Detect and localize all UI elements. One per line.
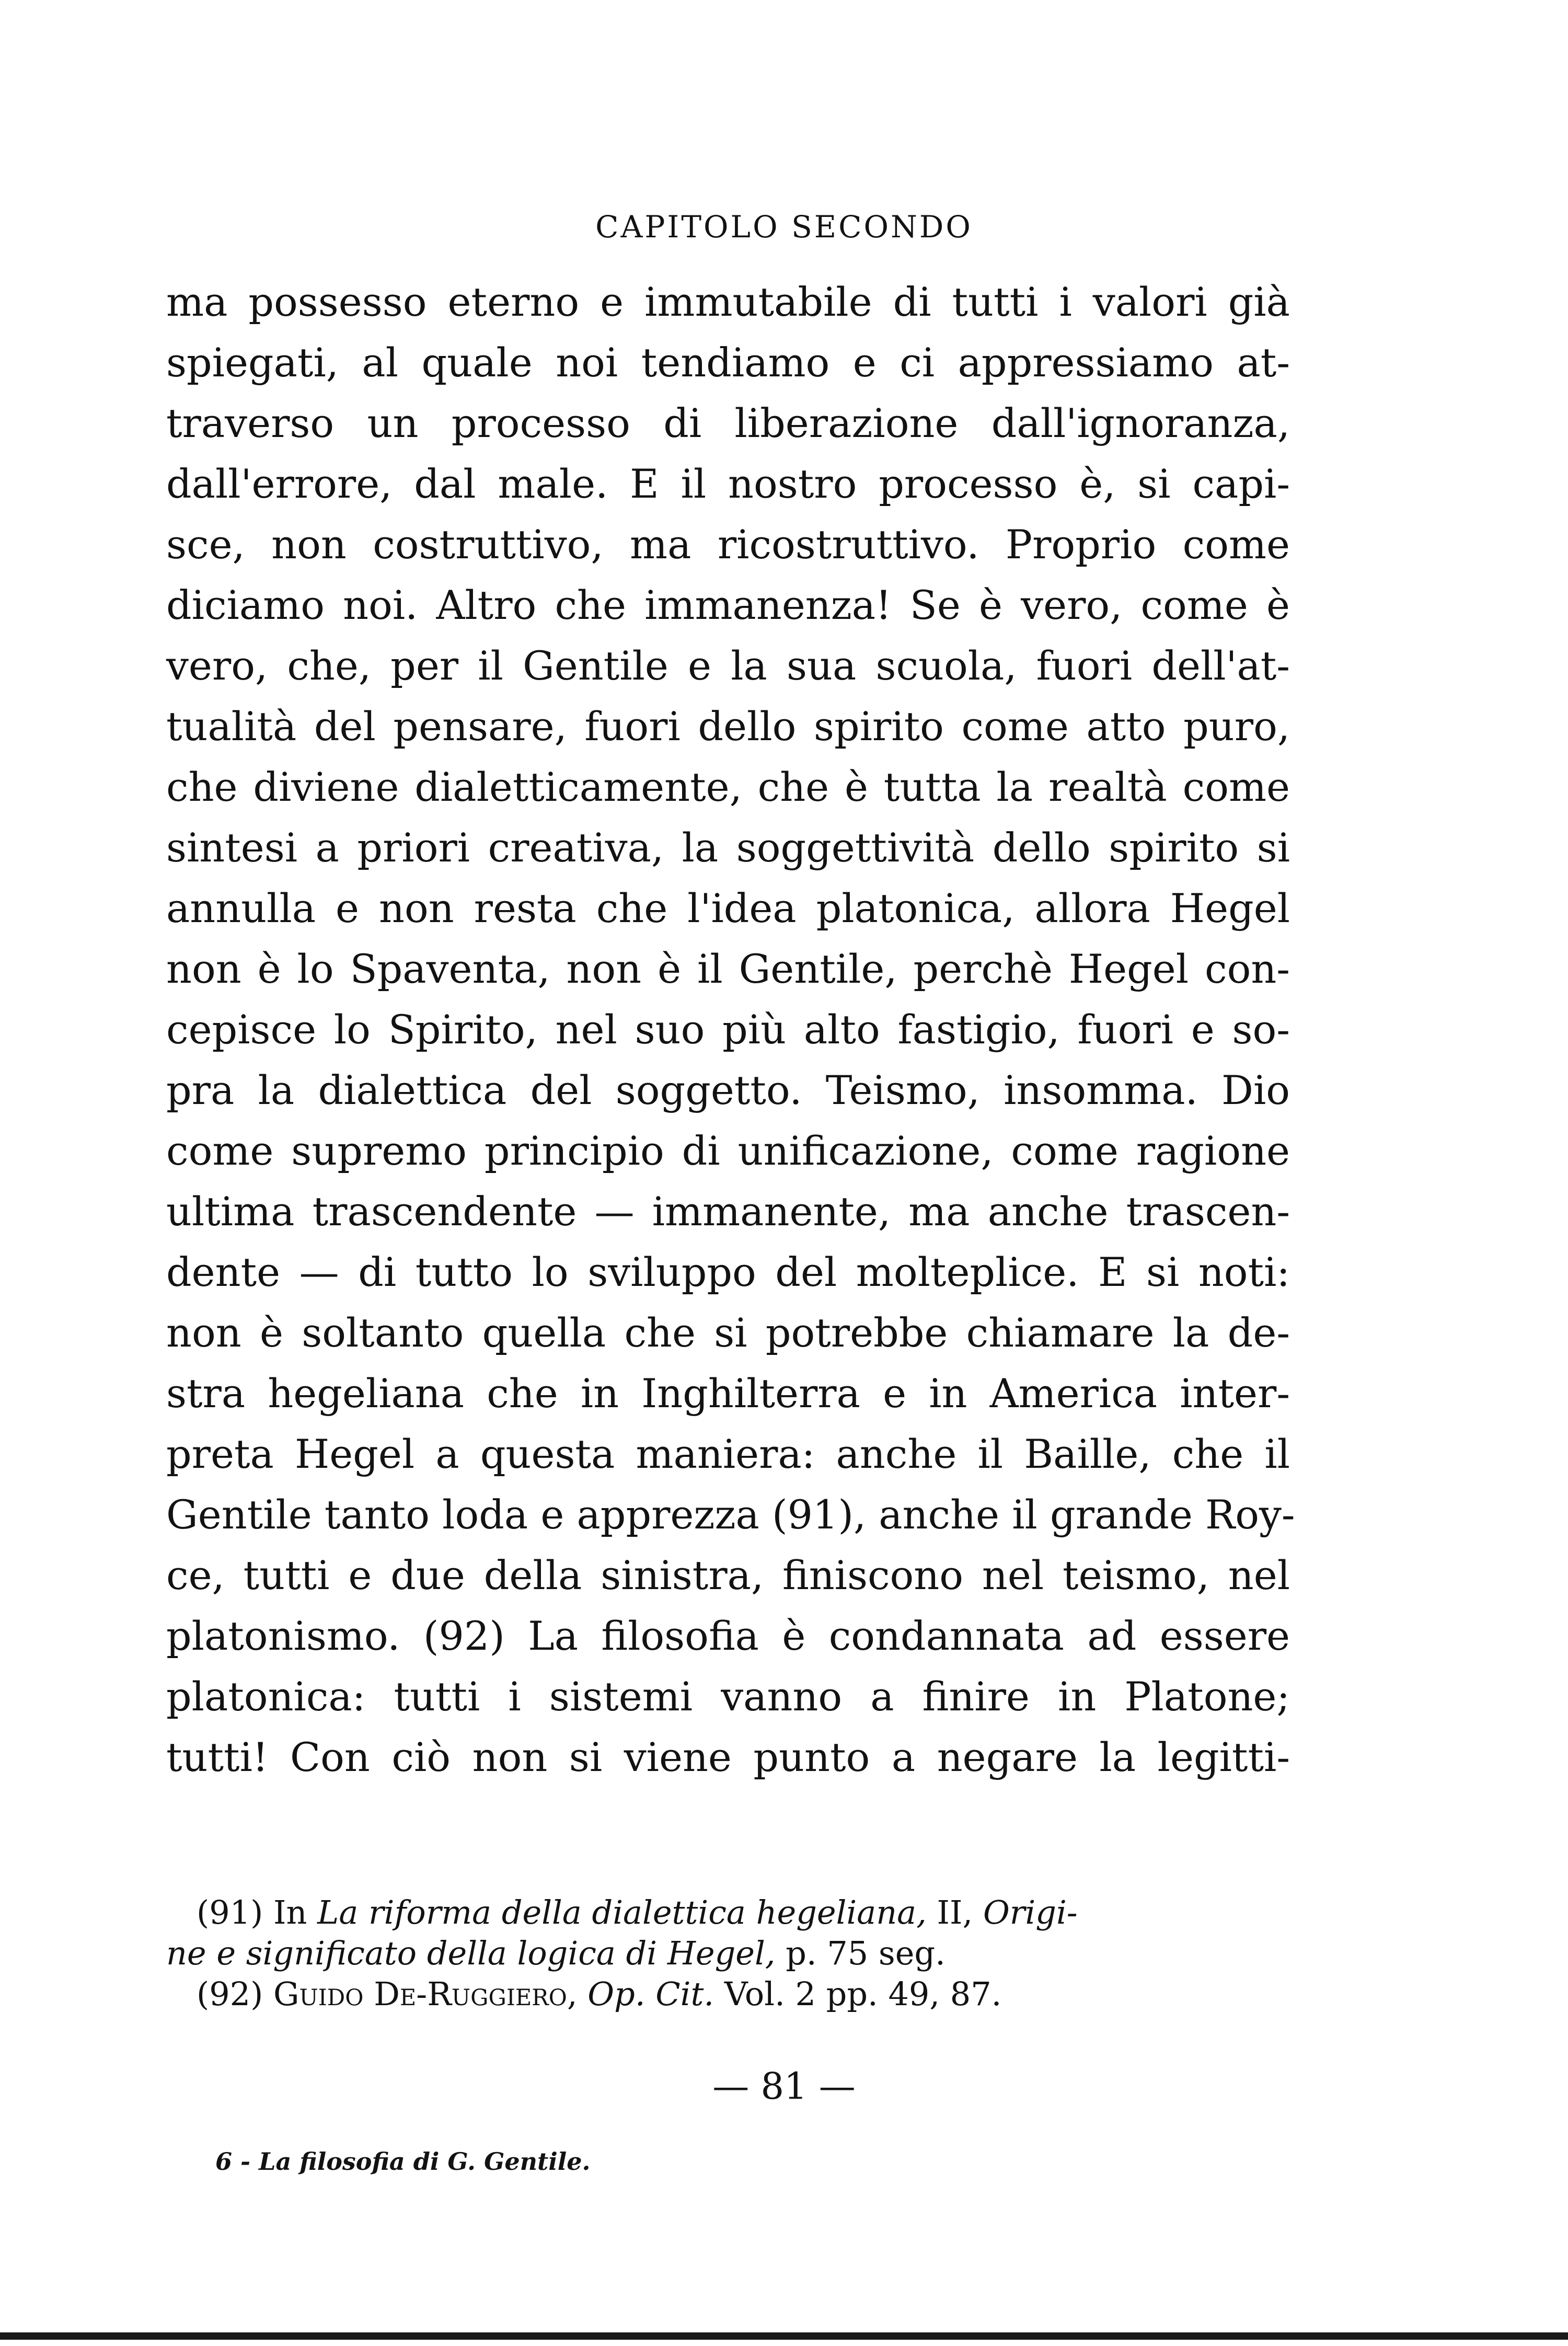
body-line: dente — di tutto lo sviluppo del molteplice. E si noti:	[166, 1249, 1290, 1295]
body-line: traverso un processo di liberazione dall'ignoranza,	[166, 400, 1290, 446]
footnote-text: II,	[937, 1893, 973, 1931]
footnote-text: p. 75 seg.	[786, 1934, 946, 1972]
body-line: pra la dialettica del soggetto. Teismo, insomma. Dio	[166, 1067, 1290, 1113]
body-line: ultima trascendente — immanente, ma anche trascen-	[166, 1188, 1290, 1235]
footnote-91	[166, 1892, 1290, 1933]
body-line: cepisce lo Spirito, nel suo più alto fastigio, fuori e so-	[166, 1006, 1290, 1053]
footnote-opcit: Op. Cit.	[587, 1975, 714, 2013]
body-line: annulla e non resta che l'idea platonica, allora Hegel	[166, 885, 1290, 932]
body-line: non è lo Spaventa, non è il Gentile, perchè Hegel con-	[166, 946, 1290, 992]
body-line: platonica: tutti i sistemi vanno a finire in Platone;	[166, 1673, 1290, 1720]
body-line: ce, tutti e due della sinistra, finiscono nel teismo, nel	[166, 1552, 1290, 1598]
footnote-91-cont	[166, 1933, 1290, 1974]
body-line: sintesi a priori creativa, la soggettività dello spirito si	[166, 824, 1290, 871]
body-line: non è soltanto quella che si potrebbe chiamare la de-	[166, 1309, 1290, 1356]
body-line: sce, non costruttivo, ma ricostruttivo. Proprio come	[166, 521, 1290, 568]
body-line: stra hegeliana che in Inghilterra e in America inter-	[166, 1370, 1290, 1417]
body-line: come supremo principio di unificazione, come ragione	[166, 1128, 1290, 1174]
running-header: CAPITOLO SECONDO	[595, 209, 973, 245]
footnote-number: (92)	[197, 1975, 263, 2013]
body-line: preta Hegel a questa maniera: anche il Baille, che il	[166, 1431, 1290, 1477]
footnote-number: (91)	[197, 1893, 263, 1931]
printer-signature: 6 - La filosofia di G. Gentile.	[215, 2147, 591, 2176]
footnote-title: Origi-	[983, 1893, 1078, 1931]
body-text	[166, 272, 1295, 1788]
body-line: spiegati, al quale noi tendiamo e ci appressiamo at-	[166, 339, 1290, 386]
body-line: dall'errore, dal male. E il nostro processo è, si capi-	[166, 461, 1290, 507]
body-line: vero, che, per il Gentile e la sua scuola, fuori dell'at-	[166, 642, 1290, 689]
bottom-edge	[0, 2332, 1568, 2340]
body-line: ma possesso eterno e immutabile di tutti i valori già	[166, 279, 1290, 325]
footnote-author: Guido De-Ruggiero,	[273, 1975, 578, 2013]
footnote-text: Vol. 2 pp. 49, 87.	[724, 1975, 1002, 2013]
body-line: tualità del pensare, fuori dello spirito come atto puro,	[166, 703, 1290, 750]
body-line: tutti! Con ciò non si viene punto a negare la legitti-	[166, 1734, 1290, 1780]
footnote-title: ne e significato della logica di Hegel,	[166, 1934, 776, 1972]
footnotes	[166, 1892, 1290, 2015]
page-number: — 81 —	[712, 2065, 856, 2108]
footnote-text: In	[273, 1893, 307, 1931]
body-line: platonismo. (92) La filosofia è condannata ad essere	[166, 1613, 1290, 1659]
footnote-title: La riforma della dialettica hegeliana,	[317, 1893, 927, 1931]
body-line: diciamo noi. Altro che immanenza! Se è vero, come è	[166, 582, 1290, 628]
body-line: Gentile tanto loda e apprezza (91), anche il grande Roy-	[166, 1491, 1295, 1538]
body-line: che diviene dialetticamente, che è tutta la realtà come	[166, 764, 1290, 810]
footnote-92	[166, 1974, 1290, 2015]
